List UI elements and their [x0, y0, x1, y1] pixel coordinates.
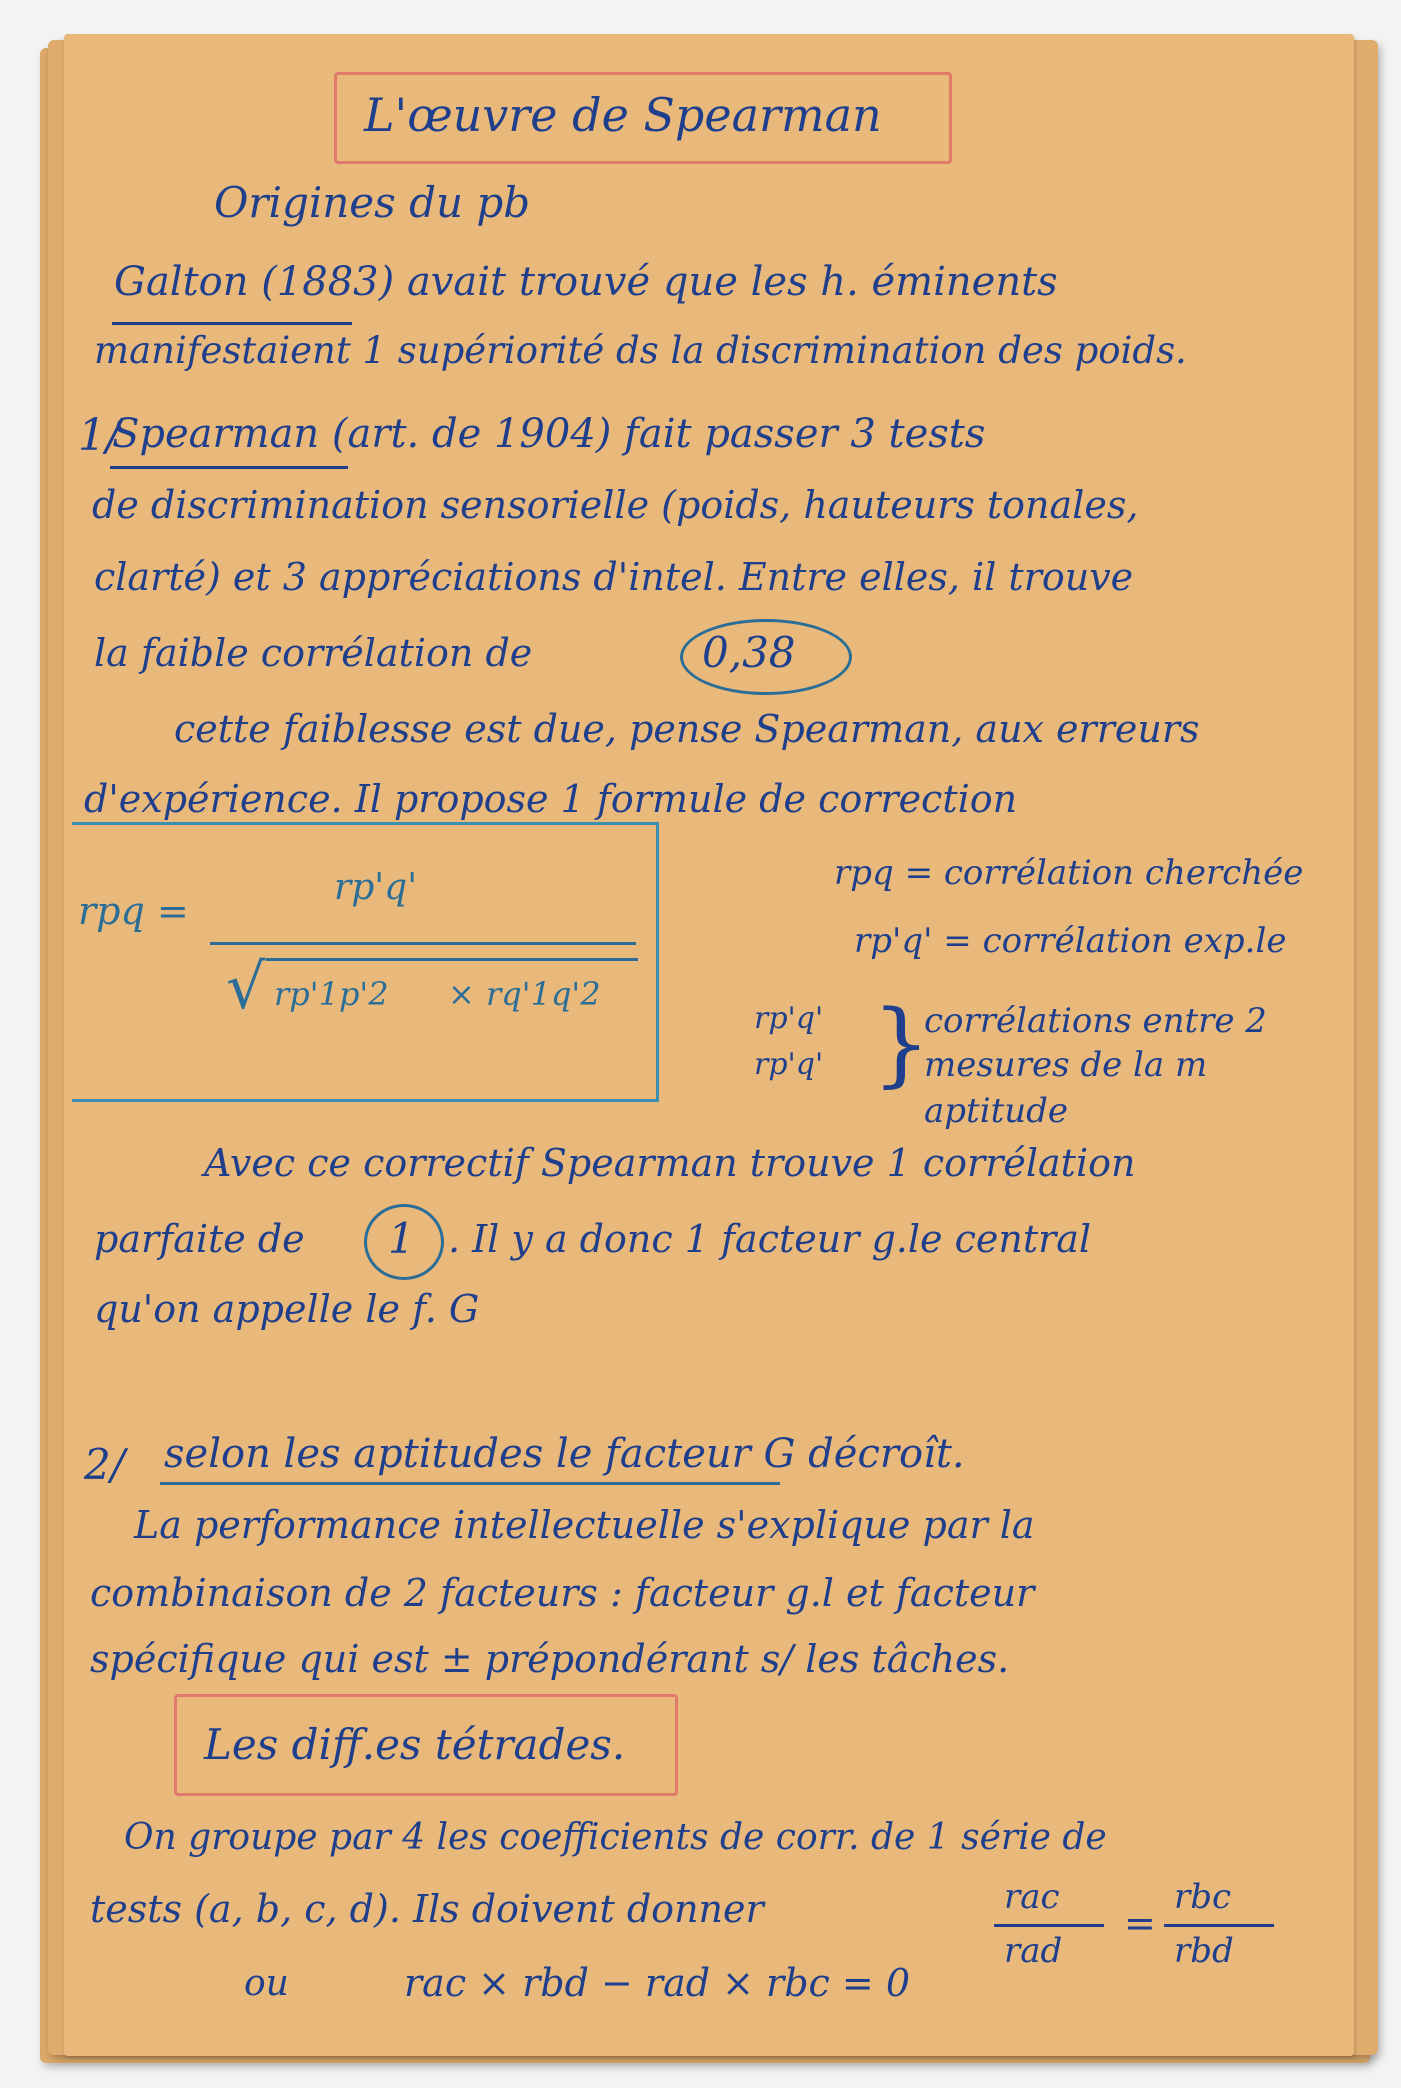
legend-symbol-1: rp'q': [754, 1001, 824, 1036]
ratio-left-bar: [994, 1924, 1104, 1927]
section3-heading: Les diff.es tétrades.: [204, 1720, 626, 1769]
section1-line-7: cette faiblesse est due, pense Spearman, aux erreurs: [174, 707, 1200, 751]
legend-line-3: corrélations entre 2: [924, 1001, 1267, 1041]
section1-line-2: manifestaient 1 supériorité ds la discrimination des poids.: [94, 329, 1187, 372]
formula-times: ×: [448, 975, 475, 1013]
section2-number: 2/: [84, 1440, 125, 1489]
spearman-underline: [110, 466, 348, 469]
after-formula-line-2: parfaite de: [94, 1217, 305, 1261]
ratio-right-bar: [1164, 1924, 1274, 1927]
section1-heading: Origines du pb: [214, 178, 531, 227]
section1-line-8: d'expérience. Il propose 1 formule de correction: [84, 777, 1018, 821]
manuscript-page: [64, 34, 1354, 2056]
legend-line-2: rp'q' = corrélation exp.le: [854, 921, 1287, 961]
section2-line-3: spécifique qui est ± prépondérant s/ les tâches.: [90, 1637, 1010, 1681]
sqrt-bar: [266, 958, 638, 961]
final-equation: rac × rbd − rad × rbc = 0: [404, 1961, 911, 2005]
after-formula-line-1: Avec ce correctif Spearman trouve 1 corrélation: [204, 1141, 1136, 1185]
formula-box: [72, 822, 659, 1102]
section2-underline: [160, 1482, 780, 1485]
formula-numerator: rp'q': [334, 867, 418, 908]
or-label: ou: [244, 1963, 289, 2004]
formula-lhs: rpq =: [78, 889, 189, 933]
correlation-value: 0,38: [702, 628, 796, 677]
value-one: 1: [388, 1214, 415, 1263]
ratio-left-numerator: rac: [1004, 1877, 1060, 1917]
ratio-right-denominator: rbd: [1174, 1931, 1234, 1971]
ratio-left-denominator: rad: [1004, 1931, 1063, 1971]
section3-line-2: tests (a, b, c, d). Ils doivent donner: [90, 1887, 764, 1931]
formula-denominator-b: rq'1q'2: [486, 975, 601, 1013]
section3-line-1: On groupe par 4 les coefficients de corr. de 1 série de: [124, 1817, 1107, 1858]
after-formula-line-4: qu'on appelle le f. G: [94, 1287, 480, 1331]
sqrt-symbol: √: [226, 950, 266, 1023]
legend-line-4: mesures de la m: [924, 1045, 1208, 1085]
legend-symbol-2: rp'q': [754, 1047, 824, 1082]
section1-line-5: clarté) et 3 appréciations d'intel. Entre elles, il trouve: [94, 555, 1134, 599]
page-title: L'œuvre de Spearman: [364, 88, 882, 142]
after-formula-line-3: . Il y a donc 1 facteur g.le central: [448, 1217, 1092, 1261]
galton-underline: [112, 322, 352, 325]
legend-line-5: aptitude: [924, 1091, 1069, 1131]
section1-line-6: la faible corrélation de: [94, 631, 533, 675]
section1-line-1: Galton (1883) avait trouvé que les h. éminents: [114, 259, 1058, 305]
section1-line-3: Spearman (art. de 1904) fait passer 3 tests: [112, 411, 986, 457]
section2-line-1: La performance intellectuelle s'explique par la: [134, 1503, 1035, 1547]
section1-line-4: de discrimination sensorielle (poids, hauteurs tonales,: [92, 483, 1139, 527]
legend-line-1: rpq = corrélation cherchée: [834, 853, 1304, 893]
formula-denominator-a: rp'1p'2: [274, 975, 389, 1013]
ratio-equals: =: [1124, 1901, 1156, 1945]
section2-line-2: combinaison de 2 facteurs : facteur g.l et facteur: [90, 1571, 1035, 1615]
section2-heading: selon les aptitudes le facteur G décroît.: [164, 1431, 965, 1477]
section1-number: 1/: [78, 410, 121, 461]
ratio-right-numerator: rbc: [1174, 1877, 1232, 1917]
legend-brace: }: [872, 990, 931, 1097]
formula-fraction-bar: [210, 942, 636, 945]
